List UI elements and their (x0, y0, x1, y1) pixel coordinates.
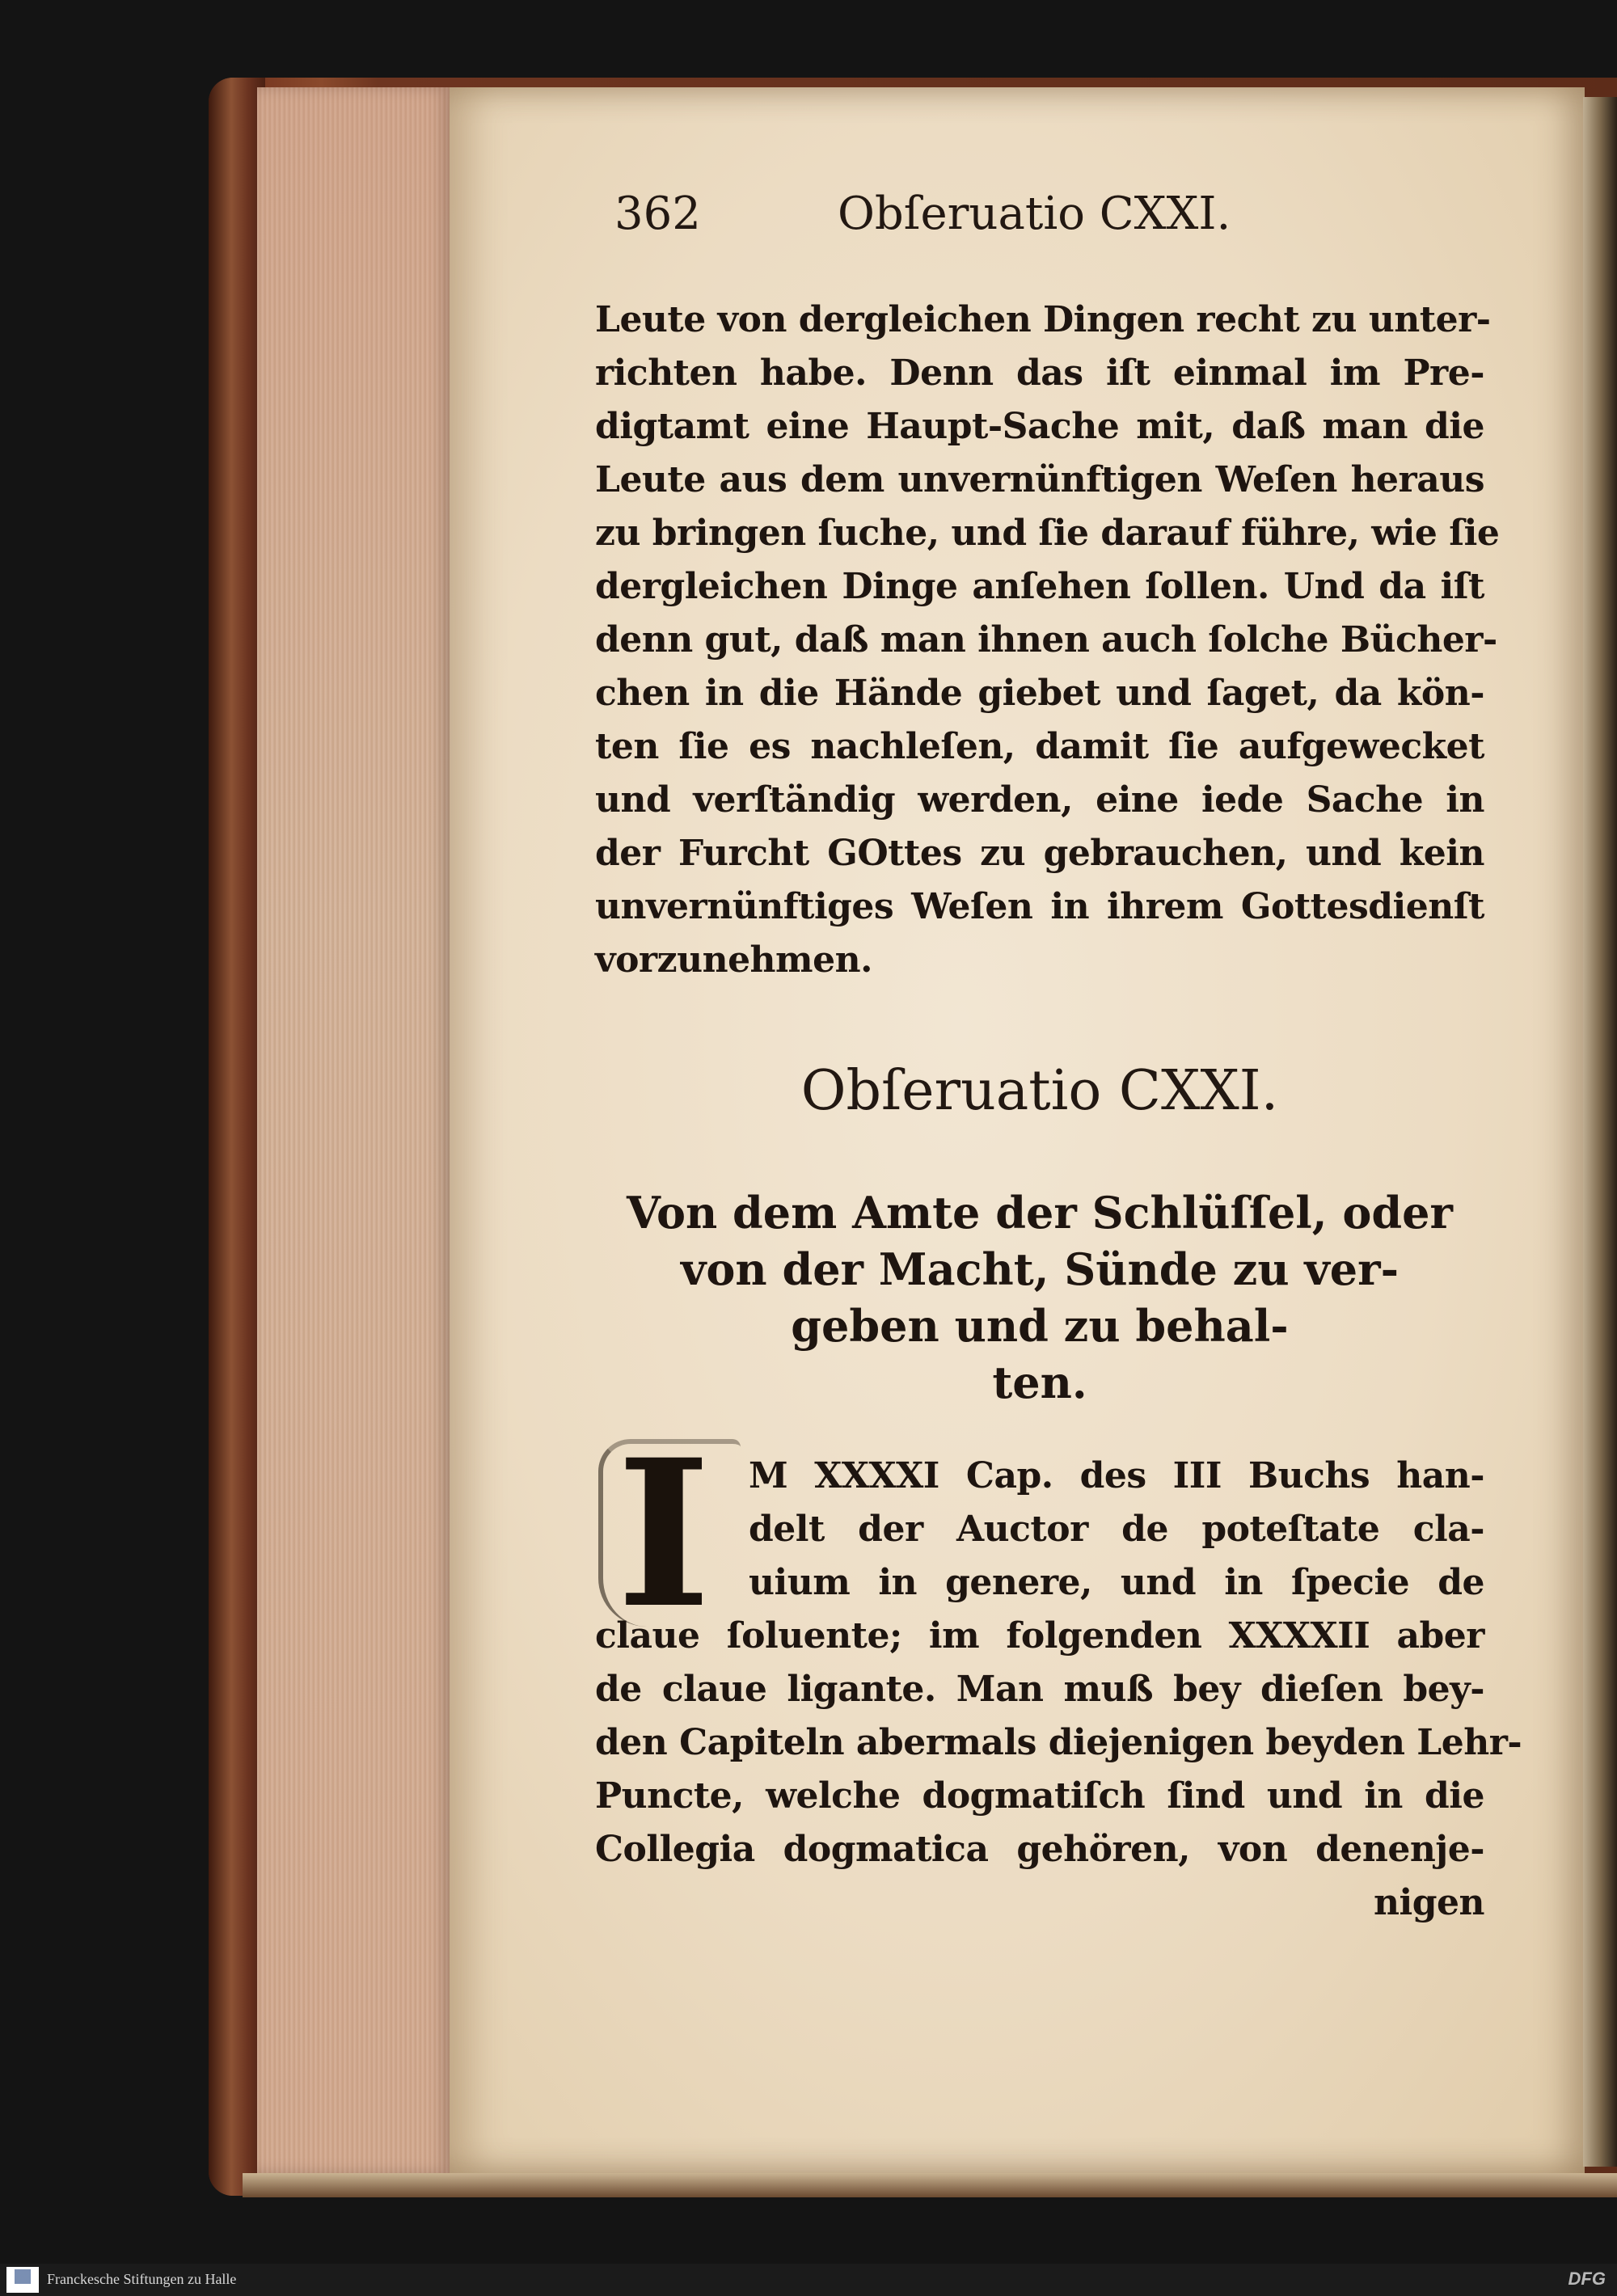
paragraph-line: de claue ligante. Man muß bey dieſen bey- (595, 1669, 1484, 1710)
section-title: Obſeruatio CXXI. (800, 1059, 1279, 1123)
page-number: 362 (614, 188, 701, 240)
footer-bar (0, 2264, 1617, 2296)
body-line: zu bringen ſuche, und ſie darauf führe, wie ſie (595, 513, 1500, 554)
page-gutter (1583, 97, 1617, 2167)
section-subtitle-line: von der Macht, Sünde zu ver- (680, 1243, 1400, 1295)
section-subtitle-line: ten. (992, 1357, 1087, 1408)
body-line: denn gut, daß man ihnen auch ſolche Bücher- (595, 619, 1497, 661)
running-head (614, 188, 1471, 252)
body-line: und verſtändig werden, eine iede Sache in (595, 779, 1484, 821)
body-line: vorzunehmen. (595, 939, 872, 981)
dropcap: I (616, 1415, 711, 1652)
section-subtitle-line: geben und zu behal- (791, 1300, 1289, 1352)
body-line: ten ſie es nachleſen, damit ſie aufgewecket (595, 726, 1484, 767)
body-line: chen in die Hände giebet und ſaget, da kön- (595, 673, 1484, 714)
section-subtitle-line: Von dem Amte der Schlüſſel, oder (627, 1187, 1453, 1239)
catchword: nigen (1374, 1882, 1484, 1923)
paragraph-line: claue ſoluente; im folgenden XXXXII aber (595, 1615, 1484, 1657)
paragraph-line: delt der Auctor de poteſtate cla- (749, 1509, 1484, 1550)
dfg-logo: DFG (1568, 2269, 1606, 2289)
paragraph-line: Collegia dogmatica gehören, von denenje- (595, 1829, 1484, 1870)
page-stack-tint (257, 87, 450, 2173)
body-line: digtamt eine Haupt-Sache mit, daß man die (595, 406, 1484, 447)
paragraph-line: den Capiteln abermals diejenigen beyden Lehr- (595, 1722, 1522, 1763)
paragraph-line: uium in genere, und in ſpecie de (749, 1562, 1484, 1603)
logo-mark (15, 2269, 31, 2284)
running-title: Obſeruatio CXXI. (838, 188, 1231, 240)
body-line: Leute aus dem unvernünftigen Weſen heraus (595, 459, 1484, 500)
page-bottom-edge (243, 2173, 1617, 2197)
institution-name: Franckesche Stiftungen zu Halle (47, 2271, 237, 2287)
institution-logo-icon (6, 2267, 39, 2293)
body-line: dergleichen Dinge anſehen ſollen. Und da iſt (595, 566, 1484, 607)
body-line: Leute von dergleichen Dingen recht zu unter- (595, 299, 1491, 340)
body-line: unvernünftiges Weſen in ihrem Gottesdienſt (595, 886, 1484, 927)
paragraph-line: Puncte, welche dogmatiſch ſind und in die (595, 1775, 1484, 1817)
paragraph-line: M XXXXI Cap. des III Buchs han- (749, 1455, 1484, 1496)
body-line: der Furcht GOttes zu gebrauchen, und kein (595, 833, 1484, 874)
body-line: richten habe. Denn das iſt einmal im Pre- (595, 352, 1484, 394)
